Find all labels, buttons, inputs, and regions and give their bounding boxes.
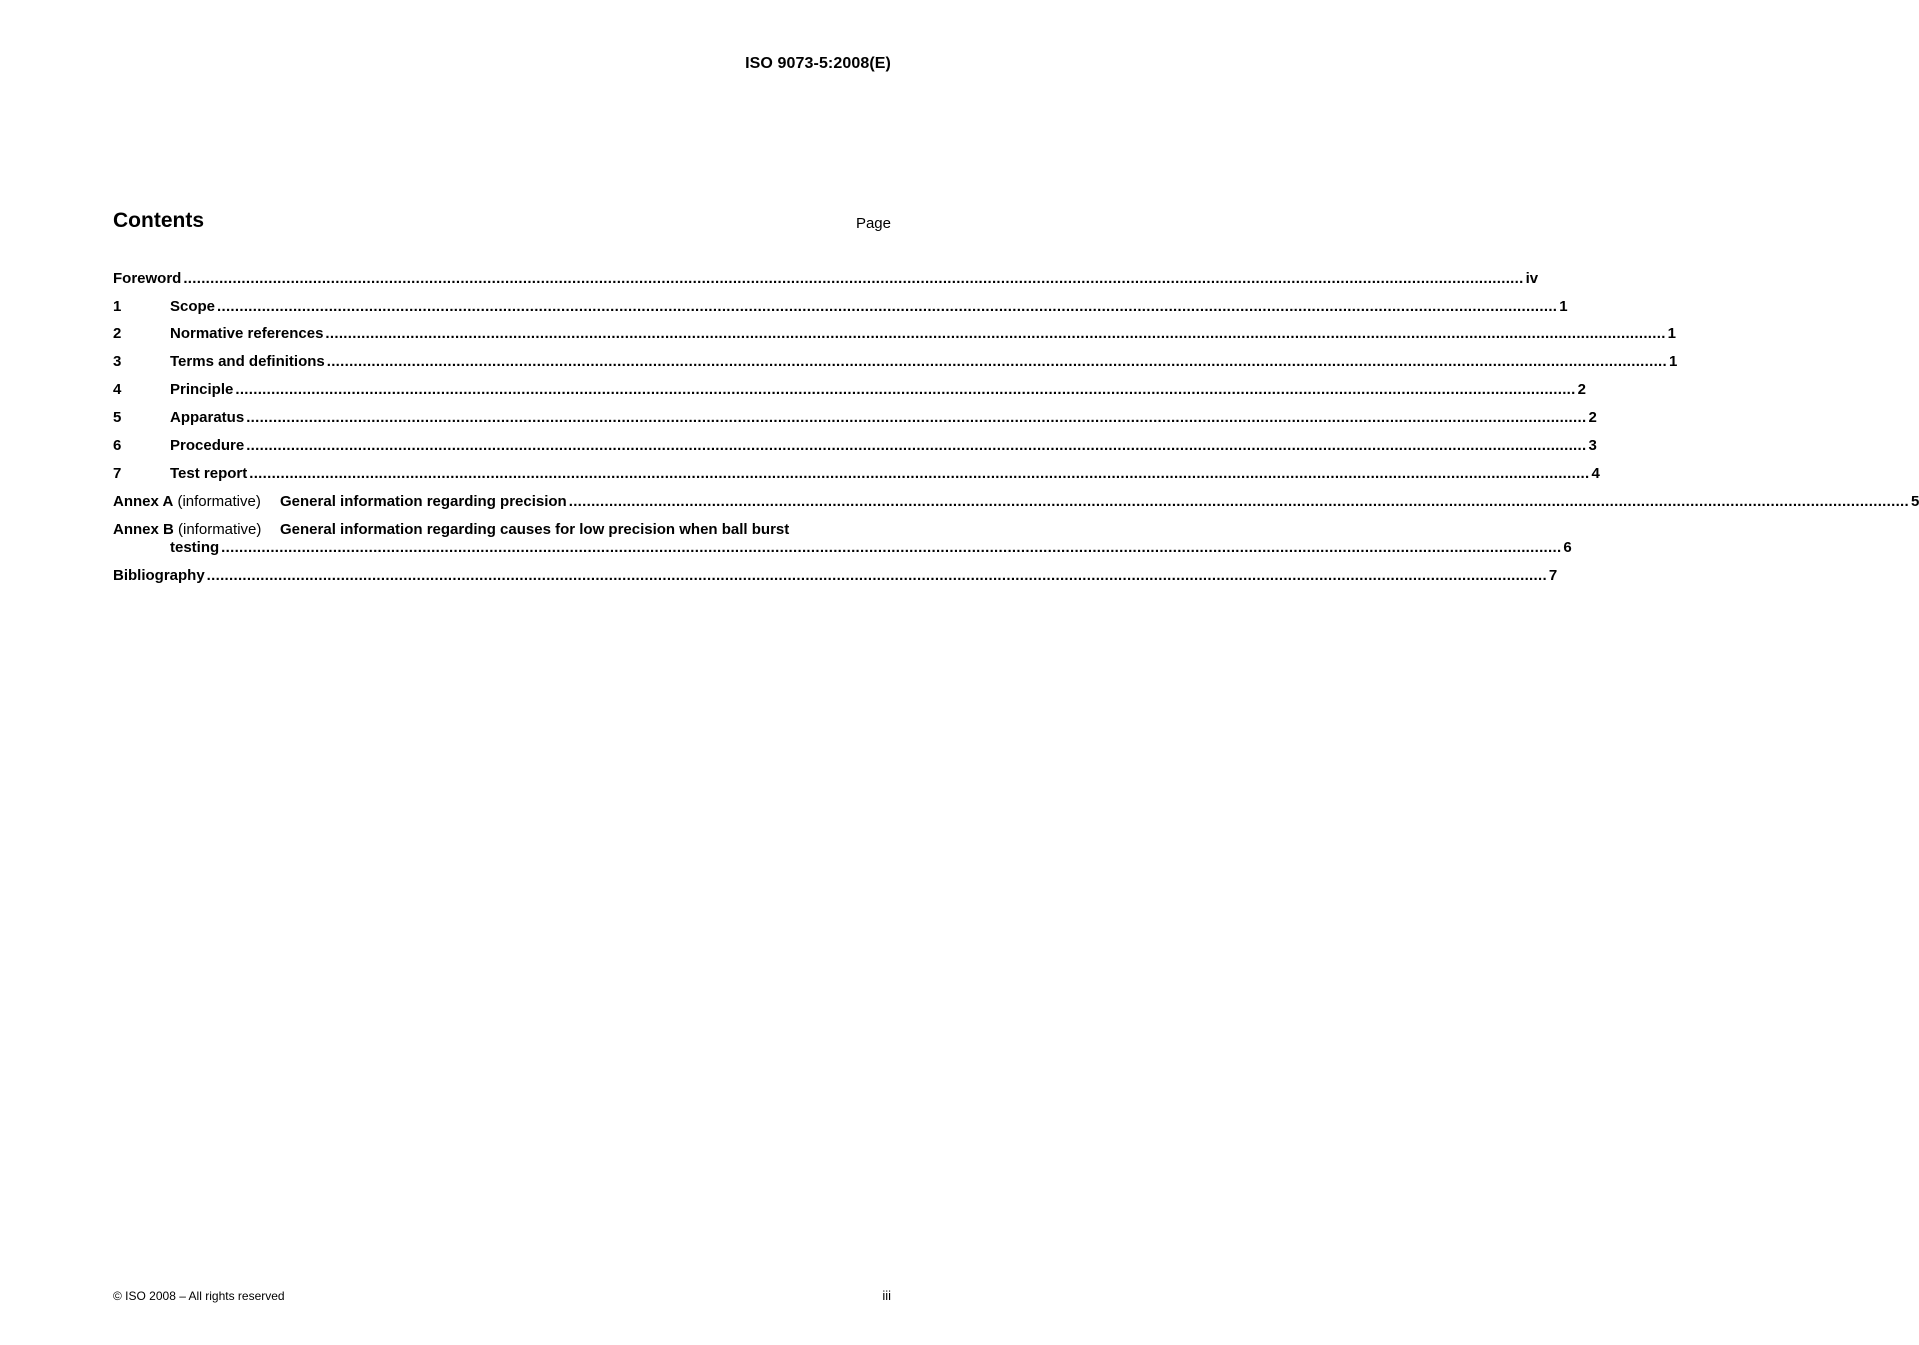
toc-entry-clause[interactable] — [113, 408, 1597, 427]
annex-prefix — [113, 492, 261, 511]
clause-number: 5 — [113, 409, 122, 426]
contents-title: Contents — [113, 209, 204, 232]
toc-entry-clause[interactable] — [113, 464, 1600, 483]
clause-number: 6 — [113, 437, 122, 454]
clause-number: 7 — [113, 465, 122, 482]
toc-entry-title: Scope — [170, 298, 216, 315]
toc-entry-title: Terms and definitions — [170, 353, 325, 370]
clause-number: 2 — [113, 325, 122, 342]
toc-entry-annex-a[interactable] — [113, 492, 1919, 511]
toc-entry-clause[interactable] — [113, 297, 1568, 316]
dot-leader: ............................................................................................................................................................................................................................................................................................................ — [568, 493, 1909, 510]
dot-leader: ............................................................................................................................................................................................................................................................................................................ — [326, 353, 1667, 370]
toc-entry-title: Procedure — [170, 437, 245, 454]
annex-qualifier: (informative) — [178, 521, 262, 538]
annex-qualifier: (informative) — [177, 493, 261, 510]
toc-entry-page: 6 — [1563, 539, 1572, 556]
footer-copyright: © ISO 2008 – All rights reserved — [113, 1289, 285, 1303]
toc-entry-title: Apparatus — [170, 409, 245, 426]
document-id: ISO 9073-5:2008(E) — [745, 55, 891, 72]
toc-entry-clause[interactable] — [113, 380, 1586, 399]
annex-prefix — [113, 520, 261, 539]
annex-label: Annex B — [113, 521, 174, 538]
clause-number: 4 — [113, 381, 122, 398]
annex-title-line1: General information regarding causes for low precision when ball burst — [280, 521, 790, 538]
dot-leader: ............................................................................................................................................................................................................................................................................................................ — [217, 298, 1558, 315]
toc-entry-title: Foreword — [113, 270, 182, 287]
toc-entry-foreword[interactable] — [113, 269, 1539, 288]
toc-entry-clause[interactable] — [113, 352, 1678, 371]
toc-entry-annex-b[interactable] — [113, 520, 891, 539]
clause-number: 1 — [113, 298, 122, 315]
toc-entry-clause[interactable] — [113, 436, 1597, 455]
dot-leader: ............................................................................................................................................................................................................................................................................................................ — [246, 409, 1587, 426]
dot-leader: ............................................................................................................................................................................................................................................................................................................ — [183, 270, 1524, 287]
dot-leader: ............................................................................................................................................................................................................................................................................................................ — [235, 381, 1576, 398]
dot-leader: ............................................................................................................................................................................................................................................................................................................ — [249, 465, 1590, 482]
dot-leader: ............................................................................................................................................................................................................................................................................................................ — [206, 567, 1547, 584]
toc-entry-page: 1 — [1669, 353, 1678, 370]
toc-entry-title: Normative references — [170, 325, 324, 342]
toc-entry-page: 1 — [1559, 298, 1568, 315]
toc-entry-annex-b-continued[interactable] — [113, 538, 1572, 557]
clause-number: 3 — [113, 353, 122, 370]
dot-leader: ............................................................................................................................................................................................................................................................................................................ — [221, 539, 1562, 556]
dot-leader: ............................................................................................................................................................................................................................................................................................................ — [325, 325, 1666, 342]
toc-entry-page: 7 — [1548, 567, 1558, 584]
dot-leader: ............................................................................................................................................................................................................................................................................................................ — [246, 437, 1587, 454]
toc-entry-title: testing — [170, 539, 220, 556]
toc-entry-page: 1 — [1667, 325, 1677, 342]
toc-entry-clause[interactable] — [113, 324, 1677, 343]
toc-entry-page: 4 — [1591, 465, 1600, 482]
page-column-label: Page — [855, 215, 891, 232]
toc-entry-page: 2 — [1588, 409, 1597, 426]
toc-entry-page: iv — [1525, 270, 1539, 287]
toc-entry-page: 3 — [1588, 437, 1597, 454]
toc-entry-page: 2 — [1577, 381, 1586, 398]
footer-page-number: iii — [882, 1288, 891, 1303]
toc-entry-title: Principle — [170, 381, 234, 398]
toc-entry-bibliography[interactable] — [113, 566, 1558, 585]
toc-entry-title: Bibliography — [113, 567, 205, 584]
toc-entry-title: General information regarding precision — [280, 493, 567, 510]
toc-entry-title: Test report — [170, 465, 248, 482]
toc-entry-page: 5 — [1910, 493, 1919, 510]
annex-label: Annex A — [113, 493, 174, 510]
